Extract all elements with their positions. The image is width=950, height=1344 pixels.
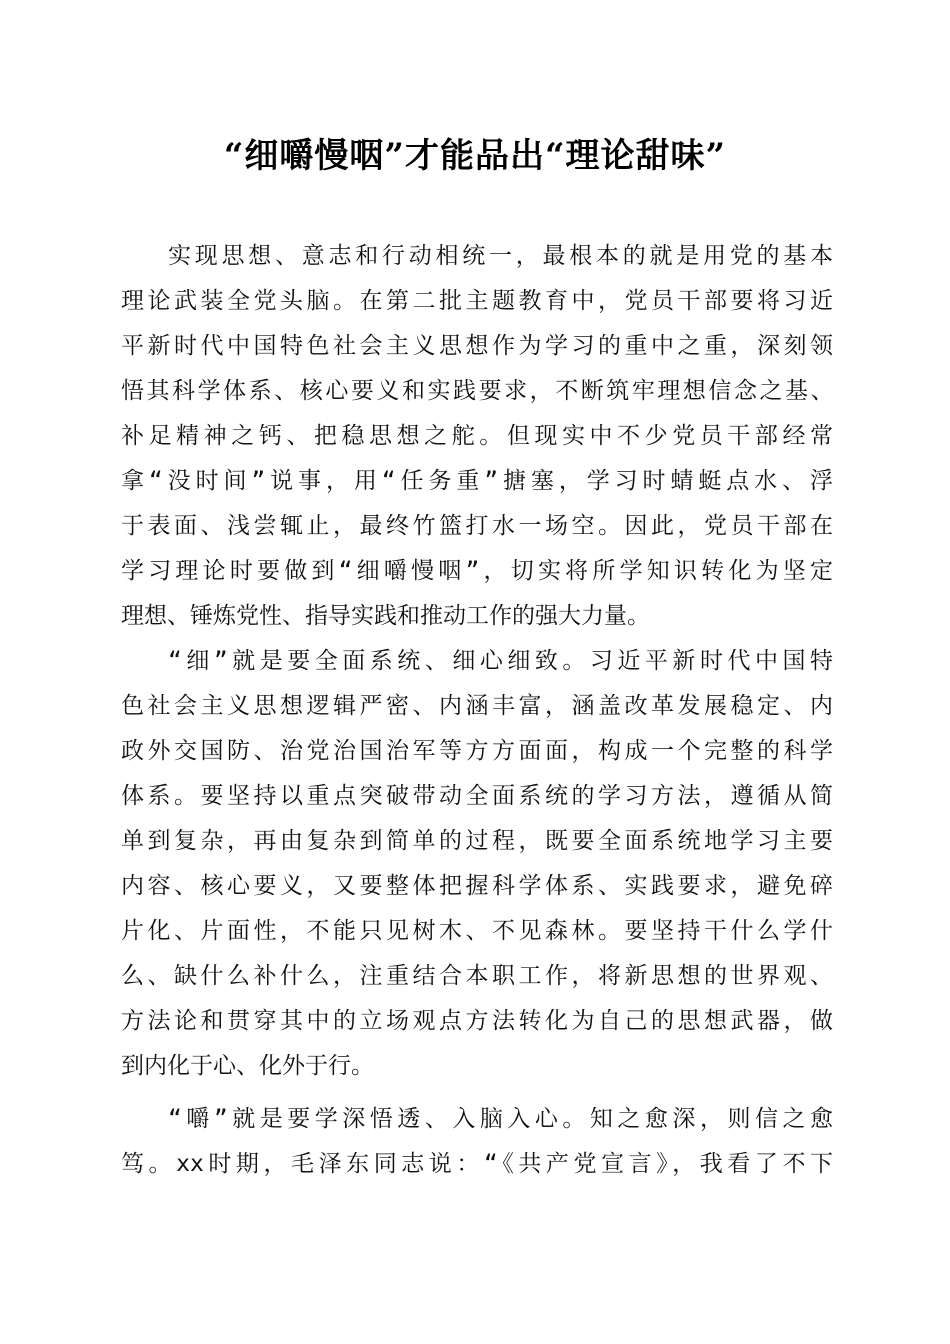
text-line: 实现思想、意志和行动相统一，最根本的就是用党的基本 [168, 243, 833, 269]
text-line: “细”就是要全面系统、细心细致。习近平新时代中国特 [168, 648, 833, 674]
text-line: 体系。要坚持以重点突破带动全面系统的学习方法，遵循从简 [121, 783, 833, 809]
text-line: 单到复杂，再由复杂到简单的过程，既要全面系统地学习主要 [121, 828, 833, 854]
text-line: 于表面、浅尝辄止，最终竹篮打水一场空。因此，党员干部在 [121, 513, 833, 539]
text-line: 么、缺什么补什么，注重结合本职工作，将新思想的世界观、 [121, 963, 833, 989]
text-line: 内容、核心要义，又要整体把握科学体系、实践要求，避免碎 [121, 873, 833, 899]
text-line: “嚼”就是要学深悟透、入脑入心。知之愈深，则信之愈 [168, 1106, 833, 1132]
text-line: 片化、片面性，不能只见树木、不见森林。要坚持干什么学什 [121, 918, 833, 944]
paragraph-1 [121, 234, 833, 639]
text-line: 拿“没时间”说事，用“任务重”搪塞，学习时蜻蜓点水、浮 [121, 468, 833, 494]
text-line: 笃。xx时期，毛泽东同志说：“《共产党宣言》，我看了不下 [121, 1151, 833, 1177]
text-line: 政外交国防、治党治国治军等方方面面，构成一个完整的科学 [121, 738, 833, 764]
text-line: 平新时代中国特色社会主义思想作为学习的重中之重，深刻领 [121, 333, 833, 359]
text-line: 理想、锤炼党性、指导实践和推动工作的强大力量。 [121, 603, 650, 629]
text-line: 色社会主义思想逻辑严密、内涵丰富，涵盖改革发展稳定、内 [121, 693, 833, 719]
document-title: “细嚼慢咽”才能品出“理论甜味” [223, 136, 727, 176]
text-line: 学习理论时要做到“细嚼慢咽”，切实将所学知识转化为坚定 [121, 558, 833, 584]
text-line: 补足精神之钙、把稳思想之舵。但现实中不少党员干部经常 [121, 423, 833, 449]
text-line: 理论武装全党头脑。在第二批主题教育中，党员干部要将习近 [121, 288, 833, 314]
text-line: 悟其科学体系、核心要义和实践要求，不断筑牢理想信念之基、 [121, 378, 833, 404]
paragraph-2 [121, 639, 833, 1089]
text-line: 方法论和贯穿其中的立场观点方法转化为自己的思想武器，做 [121, 1008, 833, 1034]
text-line: 到内化于心、化外于行。 [121, 1053, 374, 1079]
document-body [121, 234, 833, 1187]
paragraph-3 [121, 1097, 833, 1187]
